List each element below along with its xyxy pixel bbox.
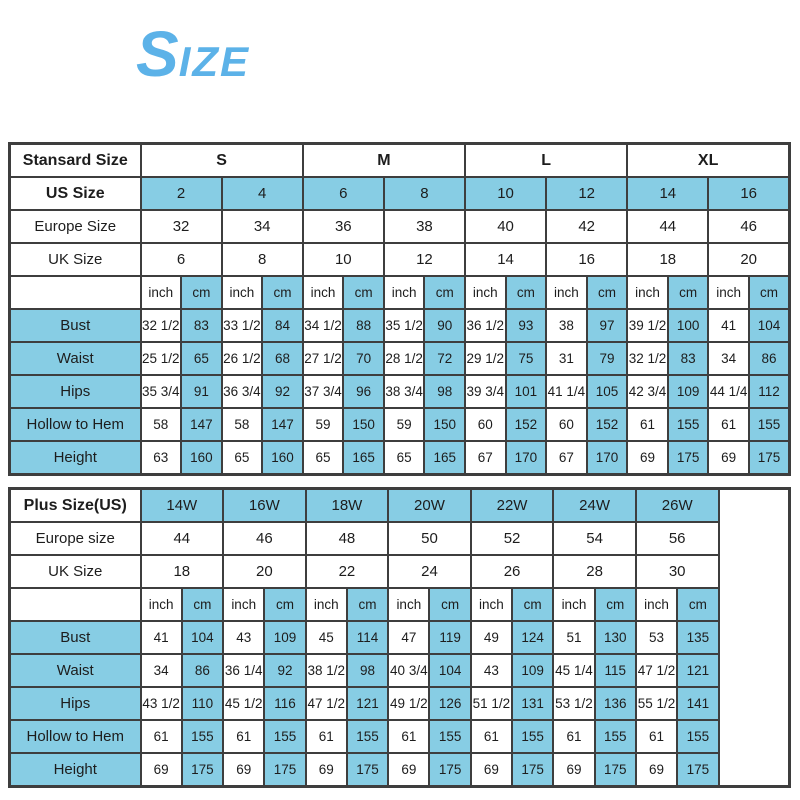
inch-value-cell: 39 1/2 — [627, 309, 668, 342]
size-cell: 44 — [141, 522, 224, 555]
unit-row-spacer — [10, 276, 141, 309]
cm-value-cell: 109 — [264, 621, 305, 654]
inch-value-cell: 53 — [636, 621, 677, 654]
cm-value-cell: 155 — [595, 720, 636, 753]
inch-value-cell: 69 — [553, 753, 594, 787]
cm-value-cell: 93 — [506, 309, 547, 342]
inch-value-cell: 65 — [303, 441, 344, 475]
cm-value-cell: 86 — [182, 654, 223, 687]
cm-value-cell: 104 — [429, 654, 470, 687]
inch-value-cell: 51 — [553, 621, 594, 654]
cm-value-cell: 109 — [512, 654, 553, 687]
unit-inch-cell: inch — [223, 588, 264, 621]
inch-value-cell: 34 1/2 — [303, 309, 344, 342]
page-title-rest: IZE — [178, 38, 251, 85]
inch-value-cell: 61 — [306, 720, 347, 753]
cm-value-cell: 175 — [347, 753, 388, 787]
inch-value-cell: 58 — [141, 408, 182, 441]
size-cell: 16 — [546, 243, 627, 276]
table-row — [10, 210, 790, 243]
cm-value-cell: 155 — [749, 408, 790, 441]
table-row — [10, 588, 790, 621]
unit-inch-cell: inch — [388, 588, 429, 621]
inch-value-cell: 47 1/2 — [636, 654, 677, 687]
measurement-row-label: Waist — [10, 342, 141, 375]
unit-inch-cell: inch — [303, 276, 344, 309]
inch-value-cell: 59 — [303, 408, 344, 441]
cm-value-cell: 68 — [262, 342, 303, 375]
inch-value-cell: 27 1/2 — [303, 342, 344, 375]
unit-inch-cell: inch — [465, 276, 506, 309]
size-cell: 42 — [546, 210, 627, 243]
inch-value-cell: 69 — [708, 441, 749, 475]
inch-value-cell: 59 — [384, 408, 425, 441]
cm-value-cell: 97 — [587, 309, 628, 342]
unit-cm-cell: cm — [343, 276, 384, 309]
cm-value-cell: 72 — [424, 342, 465, 375]
table-row — [10, 522, 790, 555]
cm-value-cell: 160 — [181, 441, 222, 475]
unit-cm-cell: cm — [512, 588, 553, 621]
unit-inch-cell: inch — [384, 276, 425, 309]
size-cell: 10 — [465, 177, 546, 210]
size-cell: 22 — [306, 555, 389, 588]
inch-value-cell: 47 — [388, 621, 429, 654]
unit-cm-cell: cm — [587, 276, 628, 309]
unit-cm-cell: cm — [749, 276, 790, 309]
cm-value-cell: 155 — [677, 720, 718, 753]
inch-value-cell: 61 — [471, 720, 512, 753]
cm-value-cell: 83 — [668, 342, 709, 375]
row-label: US Size — [10, 177, 141, 210]
size-cell: 26W — [636, 489, 719, 523]
size-cell: 46 — [223, 522, 306, 555]
unit-inch-cell: inch — [553, 588, 594, 621]
cm-value-cell: 175 — [182, 753, 223, 787]
cm-value-cell: 104 — [182, 621, 223, 654]
cm-value-cell: 101 — [506, 375, 547, 408]
inch-value-cell: 44 1/4 — [708, 375, 749, 408]
cm-value-cell: 121 — [347, 687, 388, 720]
size-cell: 20 — [223, 555, 306, 588]
inch-value-cell: 43 — [223, 621, 264, 654]
row-label: UK Size — [10, 243, 141, 276]
table-row — [10, 687, 790, 720]
inch-value-cell: 60 — [465, 408, 506, 441]
inch-value-cell: 51 1/2 — [471, 687, 512, 720]
size-cell: 16W — [223, 489, 306, 523]
measurement-row-label: Waist — [10, 654, 141, 687]
cm-value-cell: 175 — [264, 753, 305, 787]
inch-value-cell: 69 — [636, 753, 677, 787]
inch-value-cell: 35 3/4 — [141, 375, 182, 408]
table-row — [10, 654, 790, 687]
inch-value-cell: 47 1/2 — [306, 687, 347, 720]
inch-value-cell: 49 1/2 — [388, 687, 429, 720]
inch-value-cell: 53 1/2 — [553, 687, 594, 720]
cm-value-cell: 90 — [424, 309, 465, 342]
row-label: Stansard Size — [10, 144, 141, 178]
page-title-initial: S — [136, 18, 179, 90]
size-cell: 6 — [141, 243, 222, 276]
unit-row-spacer — [10, 588, 141, 621]
unit-cm-cell: cm — [264, 588, 305, 621]
unit-cm-cell: cm — [424, 276, 465, 309]
inch-value-cell: 41 — [708, 309, 749, 342]
size-cell: 56 — [636, 522, 719, 555]
inch-value-cell: 43 — [471, 654, 512, 687]
cm-value-cell: 109 — [668, 375, 709, 408]
table-row — [10, 753, 790, 787]
cm-value-cell: 155 — [264, 720, 305, 753]
inch-value-cell: 60 — [546, 408, 587, 441]
inch-value-cell: 61 — [388, 720, 429, 753]
cm-value-cell: 141 — [677, 687, 718, 720]
inch-value-cell: 28 1/2 — [384, 342, 425, 375]
size-cell: 38 — [384, 210, 465, 243]
inch-value-cell: 37 3/4 — [303, 375, 344, 408]
cm-value-cell: 155 — [347, 720, 388, 753]
table-row — [10, 441, 790, 475]
inch-value-cell: 61 — [708, 408, 749, 441]
size-cell: 32 — [141, 210, 222, 243]
unit-inch-cell: inch — [627, 276, 668, 309]
inch-value-cell: 67 — [546, 441, 587, 475]
unit-cm-cell: cm — [262, 276, 303, 309]
inch-value-cell: 69 — [141, 753, 182, 787]
size-cell: 18 — [141, 555, 224, 588]
unit-inch-cell: inch — [708, 276, 749, 309]
size-cell: 10 — [303, 243, 384, 276]
cm-value-cell: 131 — [512, 687, 553, 720]
inch-value-cell: 43 1/2 — [141, 687, 182, 720]
cm-value-cell: 79 — [587, 342, 628, 375]
unit-inch-cell: inch — [306, 588, 347, 621]
cm-value-cell: 126 — [429, 687, 470, 720]
cm-value-cell: 70 — [343, 342, 384, 375]
size-cell: 8 — [222, 243, 303, 276]
measurement-row-label: Hips — [10, 375, 141, 408]
row-label: Plus Size(US) — [10, 489, 141, 523]
cm-value-cell: 124 — [512, 621, 553, 654]
size-cell: 50 — [388, 522, 471, 555]
size-cell: 52 — [471, 522, 554, 555]
cm-value-cell: 84 — [262, 309, 303, 342]
inch-value-cell: 33 1/2 — [222, 309, 263, 342]
measurement-row-label: Height — [10, 753, 141, 787]
cm-value-cell: 136 — [595, 687, 636, 720]
inch-value-cell: 49 — [471, 621, 512, 654]
cm-value-cell: 160 — [262, 441, 303, 475]
size-cell: 36 — [303, 210, 384, 243]
cm-value-cell: 170 — [587, 441, 628, 475]
size-cell: 6 — [303, 177, 384, 210]
standard-size-table — [8, 142, 791, 476]
unit-cm-cell: cm — [595, 588, 636, 621]
size-cell: 26 — [471, 555, 554, 588]
table-row — [10, 621, 790, 654]
cm-value-cell: 83 — [181, 309, 222, 342]
table-row — [10, 177, 790, 210]
inch-value-cell: 41 1/4 — [546, 375, 587, 408]
inch-value-cell: 69 — [627, 441, 668, 475]
measurement-row-label: Bust — [10, 309, 141, 342]
cm-value-cell: 175 — [749, 441, 790, 475]
inch-value-cell: 61 — [636, 720, 677, 753]
cm-value-cell: 150 — [343, 408, 384, 441]
unit-cm-cell: cm — [677, 588, 718, 621]
inch-value-cell: 65 — [222, 441, 263, 475]
size-cell: 30 — [636, 555, 719, 588]
cm-value-cell: 92 — [262, 375, 303, 408]
cm-value-cell: 175 — [668, 441, 709, 475]
cm-value-cell: 130 — [595, 621, 636, 654]
table-row — [10, 408, 790, 441]
size-cell: 34 — [222, 210, 303, 243]
inch-value-cell: 42 3/4 — [627, 375, 668, 408]
size-cell: 28 — [553, 555, 636, 588]
page-title — [136, 18, 251, 90]
inch-value-cell: 40 3/4 — [388, 654, 429, 687]
cm-value-cell: 110 — [182, 687, 223, 720]
inch-value-cell: 65 — [384, 441, 425, 475]
inch-value-cell: 25 1/2 — [141, 342, 182, 375]
cm-value-cell: 155 — [182, 720, 223, 753]
inch-value-cell: 29 1/2 — [465, 342, 506, 375]
size-cell: M — [303, 144, 465, 178]
size-cell: XL — [627, 144, 789, 178]
cm-value-cell: 152 — [506, 408, 547, 441]
inch-value-cell: 69 — [223, 753, 264, 787]
size-cell: 18W — [306, 489, 389, 523]
cm-value-cell: 112 — [749, 375, 790, 408]
cm-value-cell: 155 — [512, 720, 553, 753]
cm-value-cell: 121 — [677, 654, 718, 687]
table-row — [10, 720, 790, 753]
measurement-row-label: Hollow to Hem — [10, 408, 141, 441]
table-row — [10, 555, 790, 588]
row-label: UK Size — [10, 555, 141, 588]
size-cell: 48 — [306, 522, 389, 555]
unit-inch-cell: inch — [546, 276, 587, 309]
size-cell: 8 — [384, 177, 465, 210]
measurement-row-label: Bust — [10, 621, 141, 654]
measurement-row-label: Hollow to Hem — [10, 720, 141, 753]
size-cell: 16 — [708, 177, 789, 210]
size-cell: 44 — [627, 210, 708, 243]
table-row — [10, 276, 790, 309]
size-cell: 14W — [141, 489, 224, 523]
inch-value-cell: 63 — [141, 441, 182, 475]
inch-value-cell: 26 1/2 — [222, 342, 263, 375]
inch-value-cell: 39 3/4 — [465, 375, 506, 408]
inch-value-cell: 45 1/2 — [223, 687, 264, 720]
row-label: Europe size — [10, 522, 141, 555]
inch-value-cell: 31 — [546, 342, 587, 375]
cm-value-cell: 65 — [181, 342, 222, 375]
cm-value-cell: 116 — [264, 687, 305, 720]
inch-value-cell: 61 — [141, 720, 182, 753]
inch-value-cell: 36 1/2 — [465, 309, 506, 342]
unit-inch-cell: inch — [471, 588, 512, 621]
inch-value-cell: 35 1/2 — [384, 309, 425, 342]
table-row — [10, 342, 790, 375]
inch-value-cell: 61 — [627, 408, 668, 441]
inch-value-cell: 38 1/2 — [306, 654, 347, 687]
inch-value-cell: 36 3/4 — [222, 375, 263, 408]
cm-value-cell: 147 — [262, 408, 303, 441]
inch-value-cell: 67 — [465, 441, 506, 475]
inch-value-cell: 32 1/2 — [141, 309, 182, 342]
size-cell: S — [141, 144, 303, 178]
cm-value-cell: 135 — [677, 621, 718, 654]
cm-value-cell: 98 — [347, 654, 388, 687]
cm-value-cell: 91 — [181, 375, 222, 408]
inch-value-cell: 36 1/4 — [223, 654, 264, 687]
cm-value-cell: 152 — [587, 408, 628, 441]
size-cell: 12 — [546, 177, 627, 210]
cm-value-cell: 165 — [424, 441, 465, 475]
size-cell: 46 — [708, 210, 789, 243]
size-cell: 14 — [627, 177, 708, 210]
size-cell: 54 — [553, 522, 636, 555]
inch-value-cell: 38 — [546, 309, 587, 342]
unit-cm-cell: cm — [182, 588, 223, 621]
inch-value-cell: 69 — [471, 753, 512, 787]
measurement-row-label: Hips — [10, 687, 141, 720]
size-cell: 40 — [465, 210, 546, 243]
unit-cm-cell: cm — [506, 276, 547, 309]
inch-value-cell: 69 — [388, 753, 429, 787]
table-row — [10, 243, 790, 276]
unit-cm-cell: cm — [429, 588, 470, 621]
size-cell: 20 — [708, 243, 789, 276]
size-cell: 22W — [471, 489, 554, 523]
table-row — [10, 309, 790, 342]
inch-value-cell: 58 — [222, 408, 263, 441]
inch-value-cell: 34 — [141, 654, 182, 687]
cm-value-cell: 170 — [506, 441, 547, 475]
size-cell: 18 — [627, 243, 708, 276]
cm-value-cell: 155 — [668, 408, 709, 441]
cm-value-cell: 175 — [677, 753, 718, 787]
inch-value-cell: 38 3/4 — [384, 375, 425, 408]
inch-value-cell: 32 1/2 — [627, 342, 668, 375]
cm-value-cell: 175 — [595, 753, 636, 787]
cm-value-cell: 75 — [506, 342, 547, 375]
cm-value-cell: 92 — [264, 654, 305, 687]
cm-value-cell: 88 — [343, 309, 384, 342]
empty-column-cell — [719, 489, 790, 787]
cm-value-cell: 86 — [749, 342, 790, 375]
unit-cm-cell: cm — [347, 588, 388, 621]
table-row — [10, 144, 790, 178]
cm-value-cell: 175 — [512, 753, 553, 787]
cm-value-cell: 105 — [587, 375, 628, 408]
cm-value-cell: 155 — [429, 720, 470, 753]
inch-value-cell: 55 1/2 — [636, 687, 677, 720]
cm-value-cell: 175 — [429, 753, 470, 787]
unit-inch-cell: inch — [636, 588, 677, 621]
cm-value-cell: 115 — [595, 654, 636, 687]
cm-value-cell: 150 — [424, 408, 465, 441]
cm-value-cell: 114 — [347, 621, 388, 654]
inch-value-cell: 45 1/4 — [553, 654, 594, 687]
unit-inch-cell: inch — [141, 276, 182, 309]
size-cell: 2 — [141, 177, 222, 210]
size-cell: 24 — [388, 555, 471, 588]
unit-cm-cell: cm — [668, 276, 709, 309]
size-cell: 20W — [388, 489, 471, 523]
cm-value-cell: 104 — [749, 309, 790, 342]
inch-value-cell: 41 — [141, 621, 182, 654]
inch-value-cell: 45 — [306, 621, 347, 654]
size-cell: L — [465, 144, 627, 178]
inch-value-cell: 69 — [306, 753, 347, 787]
size-cell: 12 — [384, 243, 465, 276]
size-cell: 24W — [553, 489, 636, 523]
inch-value-cell: 34 — [708, 342, 749, 375]
unit-inch-cell: inch — [141, 588, 182, 621]
unit-inch-cell: inch — [222, 276, 263, 309]
plus-size-table — [8, 487, 791, 788]
table-row — [10, 489, 790, 523]
cm-value-cell: 100 — [668, 309, 709, 342]
row-label: Europe Size — [10, 210, 141, 243]
size-cell: 14 — [465, 243, 546, 276]
cm-value-cell: 147 — [181, 408, 222, 441]
inch-value-cell: 61 — [223, 720, 264, 753]
table-row — [10, 375, 790, 408]
cm-value-cell: 119 — [429, 621, 470, 654]
size-cell: 4 — [222, 177, 303, 210]
cm-value-cell: 98 — [424, 375, 465, 408]
measurement-row-label: Height — [10, 441, 141, 475]
cm-value-cell: 165 — [343, 441, 384, 475]
cm-value-cell: 96 — [343, 375, 384, 408]
unit-cm-cell: cm — [181, 276, 222, 309]
inch-value-cell: 61 — [553, 720, 594, 753]
